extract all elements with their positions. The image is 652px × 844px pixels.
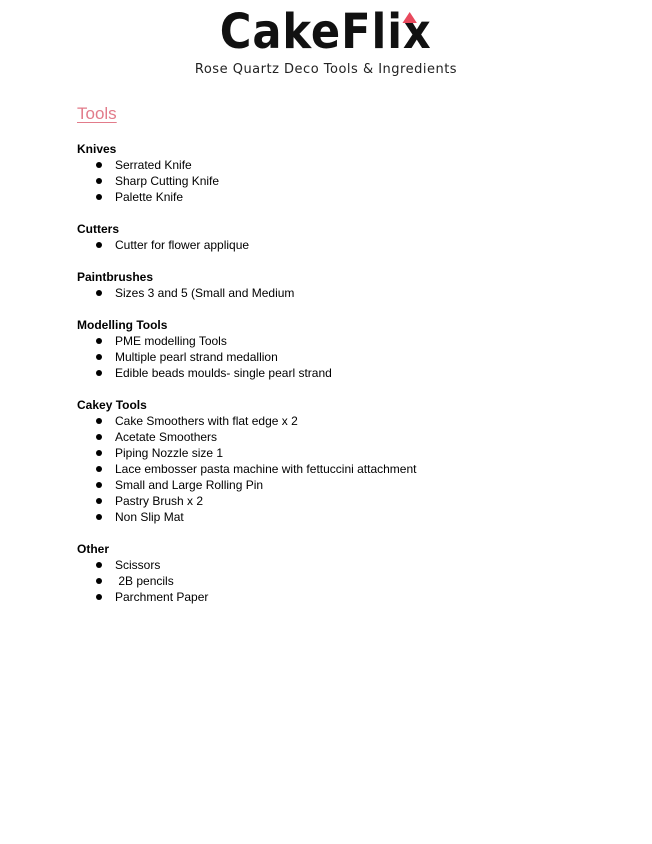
cakeflix-logo — [220, 4, 432, 60]
list-item — [77, 285, 597, 301]
list-item — [77, 413, 597, 429]
list-item-label: PME modelling Tools — [115, 334, 227, 348]
list-item-label: 2B pencils — [115, 574, 174, 588]
list-item-label: Acetate Smoothers — [115, 430, 218, 444]
list-item-label: Palette Knife — [115, 190, 184, 204]
bullet-icon — [96, 178, 102, 184]
list-item — [77, 237, 597, 253]
bullet-icon — [96, 354, 102, 360]
bullet-icon — [96, 498, 102, 504]
bullet-icon — [96, 450, 102, 456]
list-item-label: Edible beads moulds- single pearl strand — [115, 366, 332, 380]
section-title: Other — [77, 542, 110, 556]
bullet-icon — [96, 194, 102, 200]
list-item — [77, 589, 597, 605]
list-item — [77, 189, 597, 205]
logo-play-icon — [403, 12, 417, 23]
list-item-label: Sharp Cutting Knife — [115, 174, 220, 188]
bullet-icon — [96, 562, 102, 568]
tools-heading: Tools — [77, 104, 117, 123]
bullet-icon — [96, 242, 102, 248]
list-item-label: Cutter for flower applique — [115, 238, 250, 252]
list-item — [77, 333, 597, 349]
bullet-icon — [96, 418, 102, 424]
document-subtitle: Rose Quartz Deco Tools & Ingredients — [194, 62, 458, 77]
bullet-icon — [96, 290, 102, 296]
section-cutters — [77, 221, 597, 253]
logo-text: CakeFlix — [220, 4, 432, 60]
list-item — [77, 461, 597, 477]
section-title: Cutters — [77, 222, 120, 236]
list-item — [77, 157, 597, 173]
section-paintbrushes — [77, 269, 597, 301]
section-title: Cakey Tools — [77, 398, 147, 412]
page-header — [0, 4, 652, 77]
list-item-label: Small and Large Rolling Pin — [115, 478, 264, 492]
list-item-label: Multiple pearl strand medallion — [115, 350, 278, 364]
list-item-label: Piping Nozzle size 1 — [115, 446, 224, 460]
list-item-label: Sizes 3 and 5 (Small and Medium — [115, 286, 295, 300]
section-title: Modelling Tools — [77, 318, 168, 332]
list-item — [77, 173, 597, 189]
list-item-label: Serrated Knife — [115, 158, 192, 172]
bullet-icon — [96, 338, 102, 344]
list-item-label: Non Slip Mat — [115, 510, 184, 524]
list-item — [77, 509, 597, 525]
list-item-label: Lace embosser pasta machine with fettuccini attachment — [115, 462, 417, 476]
tool-sections — [77, 141, 597, 621]
list-item — [77, 477, 597, 493]
bullet-icon — [96, 162, 102, 168]
list-item — [77, 573, 597, 589]
section-title: Paintbrushes — [77, 270, 154, 284]
list-item — [77, 493, 597, 509]
bullet-icon — [96, 594, 102, 600]
list-item — [77, 365, 597, 381]
bullet-icon — [96, 370, 102, 376]
section-modelling-tools — [77, 317, 597, 381]
list-item-label: Parchment Paper — [115, 590, 209, 604]
list-item — [77, 445, 597, 461]
section-cakey-tools — [77, 397, 597, 525]
bullet-icon — [96, 578, 102, 584]
list-item — [77, 349, 597, 365]
bullet-icon — [96, 482, 102, 488]
section-knives — [77, 141, 597, 205]
list-item-label: Cake Smoothers with flat edge x 2 — [115, 414, 298, 428]
list-item — [77, 557, 597, 573]
section-title: Knives — [77, 142, 117, 156]
list-item — [77, 429, 597, 445]
bullet-icon — [96, 466, 102, 472]
section-other — [77, 541, 597, 605]
bullet-icon — [96, 434, 102, 440]
list-item-label: Pastry Brush x 2 — [115, 494, 204, 508]
list-item-label: Scissors — [115, 558, 161, 572]
bullet-icon — [96, 514, 102, 520]
